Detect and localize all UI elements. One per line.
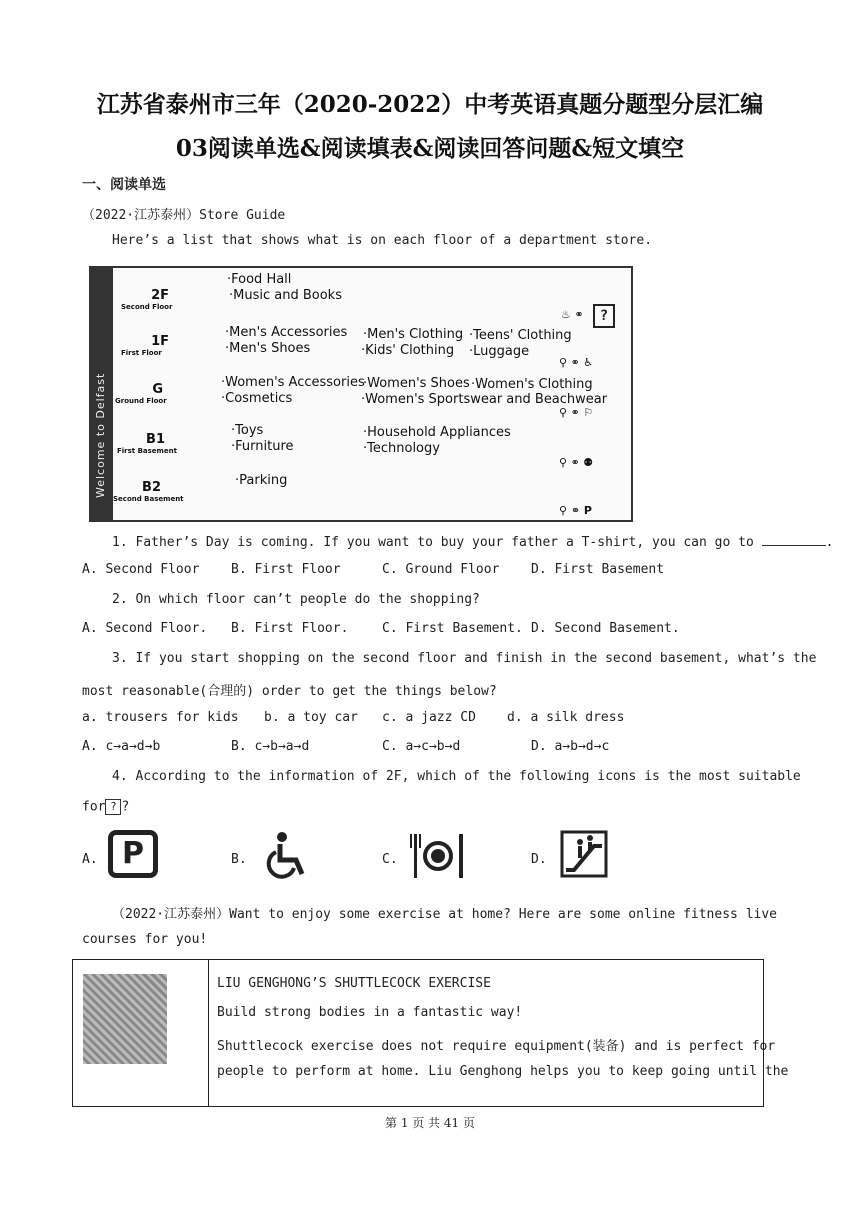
- course-line: people to perform at home. Liu Genghong helps you to keep going until the: [217, 1064, 789, 1079]
- q1-option-a[interactable]: A. Second Floor: [82, 562, 200, 577]
- q1-option-c[interactable]: C. Ground Floor: [382, 562, 500, 577]
- course-line: Build strong bodies in a fantastic way!: [217, 1005, 523, 1020]
- floor-label-1f: 1F First Floor: [121, 334, 169, 357]
- passage2-intro-line1: （2022·江苏泰州）Want to enjoy some exercise at home? Here are some online fitness live: [112, 907, 777, 922]
- guide-item: ·Men's Shoes: [225, 341, 311, 356]
- floor-label-b2: B2 Second Basement: [113, 480, 184, 503]
- q2-option-d[interactable]: D. Second Basement.: [531, 621, 680, 636]
- guide-item: ·Furniture: [231, 439, 294, 454]
- guide-item: ·Toys: [231, 423, 264, 438]
- guide-item: ·Parking: [235, 473, 288, 488]
- q3-item-d: d. a silk dress: [507, 710, 625, 725]
- floor-label-2f: 2F Second Floor: [121, 288, 173, 311]
- guide-side-banner: Welcome to Delfast: [91, 268, 113, 520]
- guide-item: ·Women's Sportswear and Beachwear: [361, 392, 608, 407]
- course-photo: [83, 974, 167, 1064]
- q4-option-c-label[interactable]: C.: [382, 852, 398, 867]
- question-1: 1. Father’s Day is coming. If you want to buy your father a T-shirt, you can go to .: [112, 535, 834, 550]
- escalator-icon[interactable]: [560, 830, 608, 878]
- facility-icons-2f: ♨ ⚭: [561, 308, 584, 321]
- passage-source: （2022·江苏泰州）Store Guide: [82, 208, 286, 223]
- guide-item: ·Luggage: [469, 344, 530, 359]
- q2-option-a[interactable]: A. Second Floor.: [82, 621, 208, 636]
- page-footer: 第 1 页 共 41 页: [385, 1116, 475, 1130]
- guide-item: ·Men's Clothing: [363, 327, 464, 342]
- floor-label-g: G Ground Floor: [115, 382, 167, 405]
- question-box-icon: ?: [105, 799, 121, 815]
- q3-item-a: a. trousers for kids: [82, 710, 239, 725]
- q2-option-c[interactable]: C. First Basement.: [382, 621, 523, 636]
- wheelchair-icon[interactable]: [262, 830, 312, 880]
- course-table: [72, 959, 789, 1107]
- question-3-line1: 3. If you start shopping on the second floor and finish in the second basement, what’s the: [112, 651, 817, 666]
- guide-item: ·Music and Books: [229, 288, 342, 303]
- parking-icon[interactable]: P: [108, 830, 158, 878]
- store-guide-figure: [89, 266, 633, 522]
- q2-option-b[interactable]: B. First Floor.: [231, 621, 349, 636]
- q3-option-a[interactable]: A. c→a→d→b: [82, 739, 161, 754]
- guide-item: ·Women's Accessories: [221, 375, 365, 390]
- guide-item: ·Women's Shoes: [363, 376, 470, 391]
- q3-option-c[interactable]: C. a→c→b→d: [382, 739, 461, 754]
- dining-icon[interactable]: [410, 830, 470, 880]
- facility-icons-b1: ⚲ ⚭ ⚉: [559, 456, 594, 469]
- q1-option-d[interactable]: D. First Basement: [531, 562, 665, 577]
- facility-icons-1f: ⚲ ⚭ ♿: [559, 356, 594, 369]
- question-4-line2: for ? ?: [82, 799, 130, 815]
- question-3-line2: most reasonable(合理的) order to get the things below?: [82, 684, 497, 699]
- guide-item: ·Men's Accessories: [225, 325, 348, 340]
- q4-option-b-label[interactable]: B.: [231, 852, 247, 867]
- course-line: Shuttlecock exercise does not require equipment(装备) and is perfect for: [217, 1039, 776, 1054]
- passage2-intro-line2: courses for you!: [82, 932, 208, 947]
- section-heading: 一、阅读单选: [82, 177, 166, 193]
- guide-item: ·Teens' Clothing: [469, 328, 572, 343]
- q1-option-b[interactable]: B. First Floor: [231, 562, 341, 577]
- q4-option-a-label[interactable]: A.: [82, 852, 98, 867]
- q3-option-d[interactable]: D. a→b→d→c: [531, 739, 610, 754]
- facility-icons-b2: ⚲ ⚭ P: [559, 504, 592, 517]
- answer-blank: [762, 533, 826, 546]
- q4-option-d-label[interactable]: D.: [531, 852, 547, 867]
- question-4-line1: 4. According to the information of 2F, which of the following icons is the most suitable: [112, 769, 801, 784]
- q3-item-c: c. a jazz CD: [382, 710, 476, 725]
- q3-option-b[interactable]: B. c→b→a→d: [231, 739, 310, 754]
- floor-label-b1: B1 First Basement: [117, 432, 177, 455]
- guide-item: ·Women's Clothing: [471, 377, 593, 392]
- unknown-icon-box: ?: [593, 304, 615, 328]
- course-photo-cell: [73, 960, 209, 1106]
- guide-item: ·Technology: [363, 441, 440, 456]
- course-title: LIU GENGHONG’S SHUTTLECOCK EXERCISE: [217, 976, 491, 991]
- facility-icons-g: ⚲ ⚭ ⚐: [559, 406, 594, 419]
- document-title-line1: 江苏省泰州市三年（2020-2022）中考英语真题分题型分层汇编: [96, 91, 764, 118]
- guide-item: ·Food Hall: [227, 272, 292, 287]
- guide-item: ·Cosmetics: [221, 391, 293, 406]
- guide-item: ·Kids' Clothing: [361, 343, 455, 358]
- guide-item: ·Household Appliances: [363, 425, 511, 440]
- passage-intro: Here’s a list that shows what is on each floor of a department store.: [112, 233, 653, 248]
- q3-item-b: b. a toy car: [264, 710, 358, 725]
- document-title-line2: 03阅读单选&阅读填表&阅读回答问题&短文填空: [175, 135, 685, 162]
- question-2: 2. On which floor can’t people do the shopping?: [112, 592, 480, 607]
